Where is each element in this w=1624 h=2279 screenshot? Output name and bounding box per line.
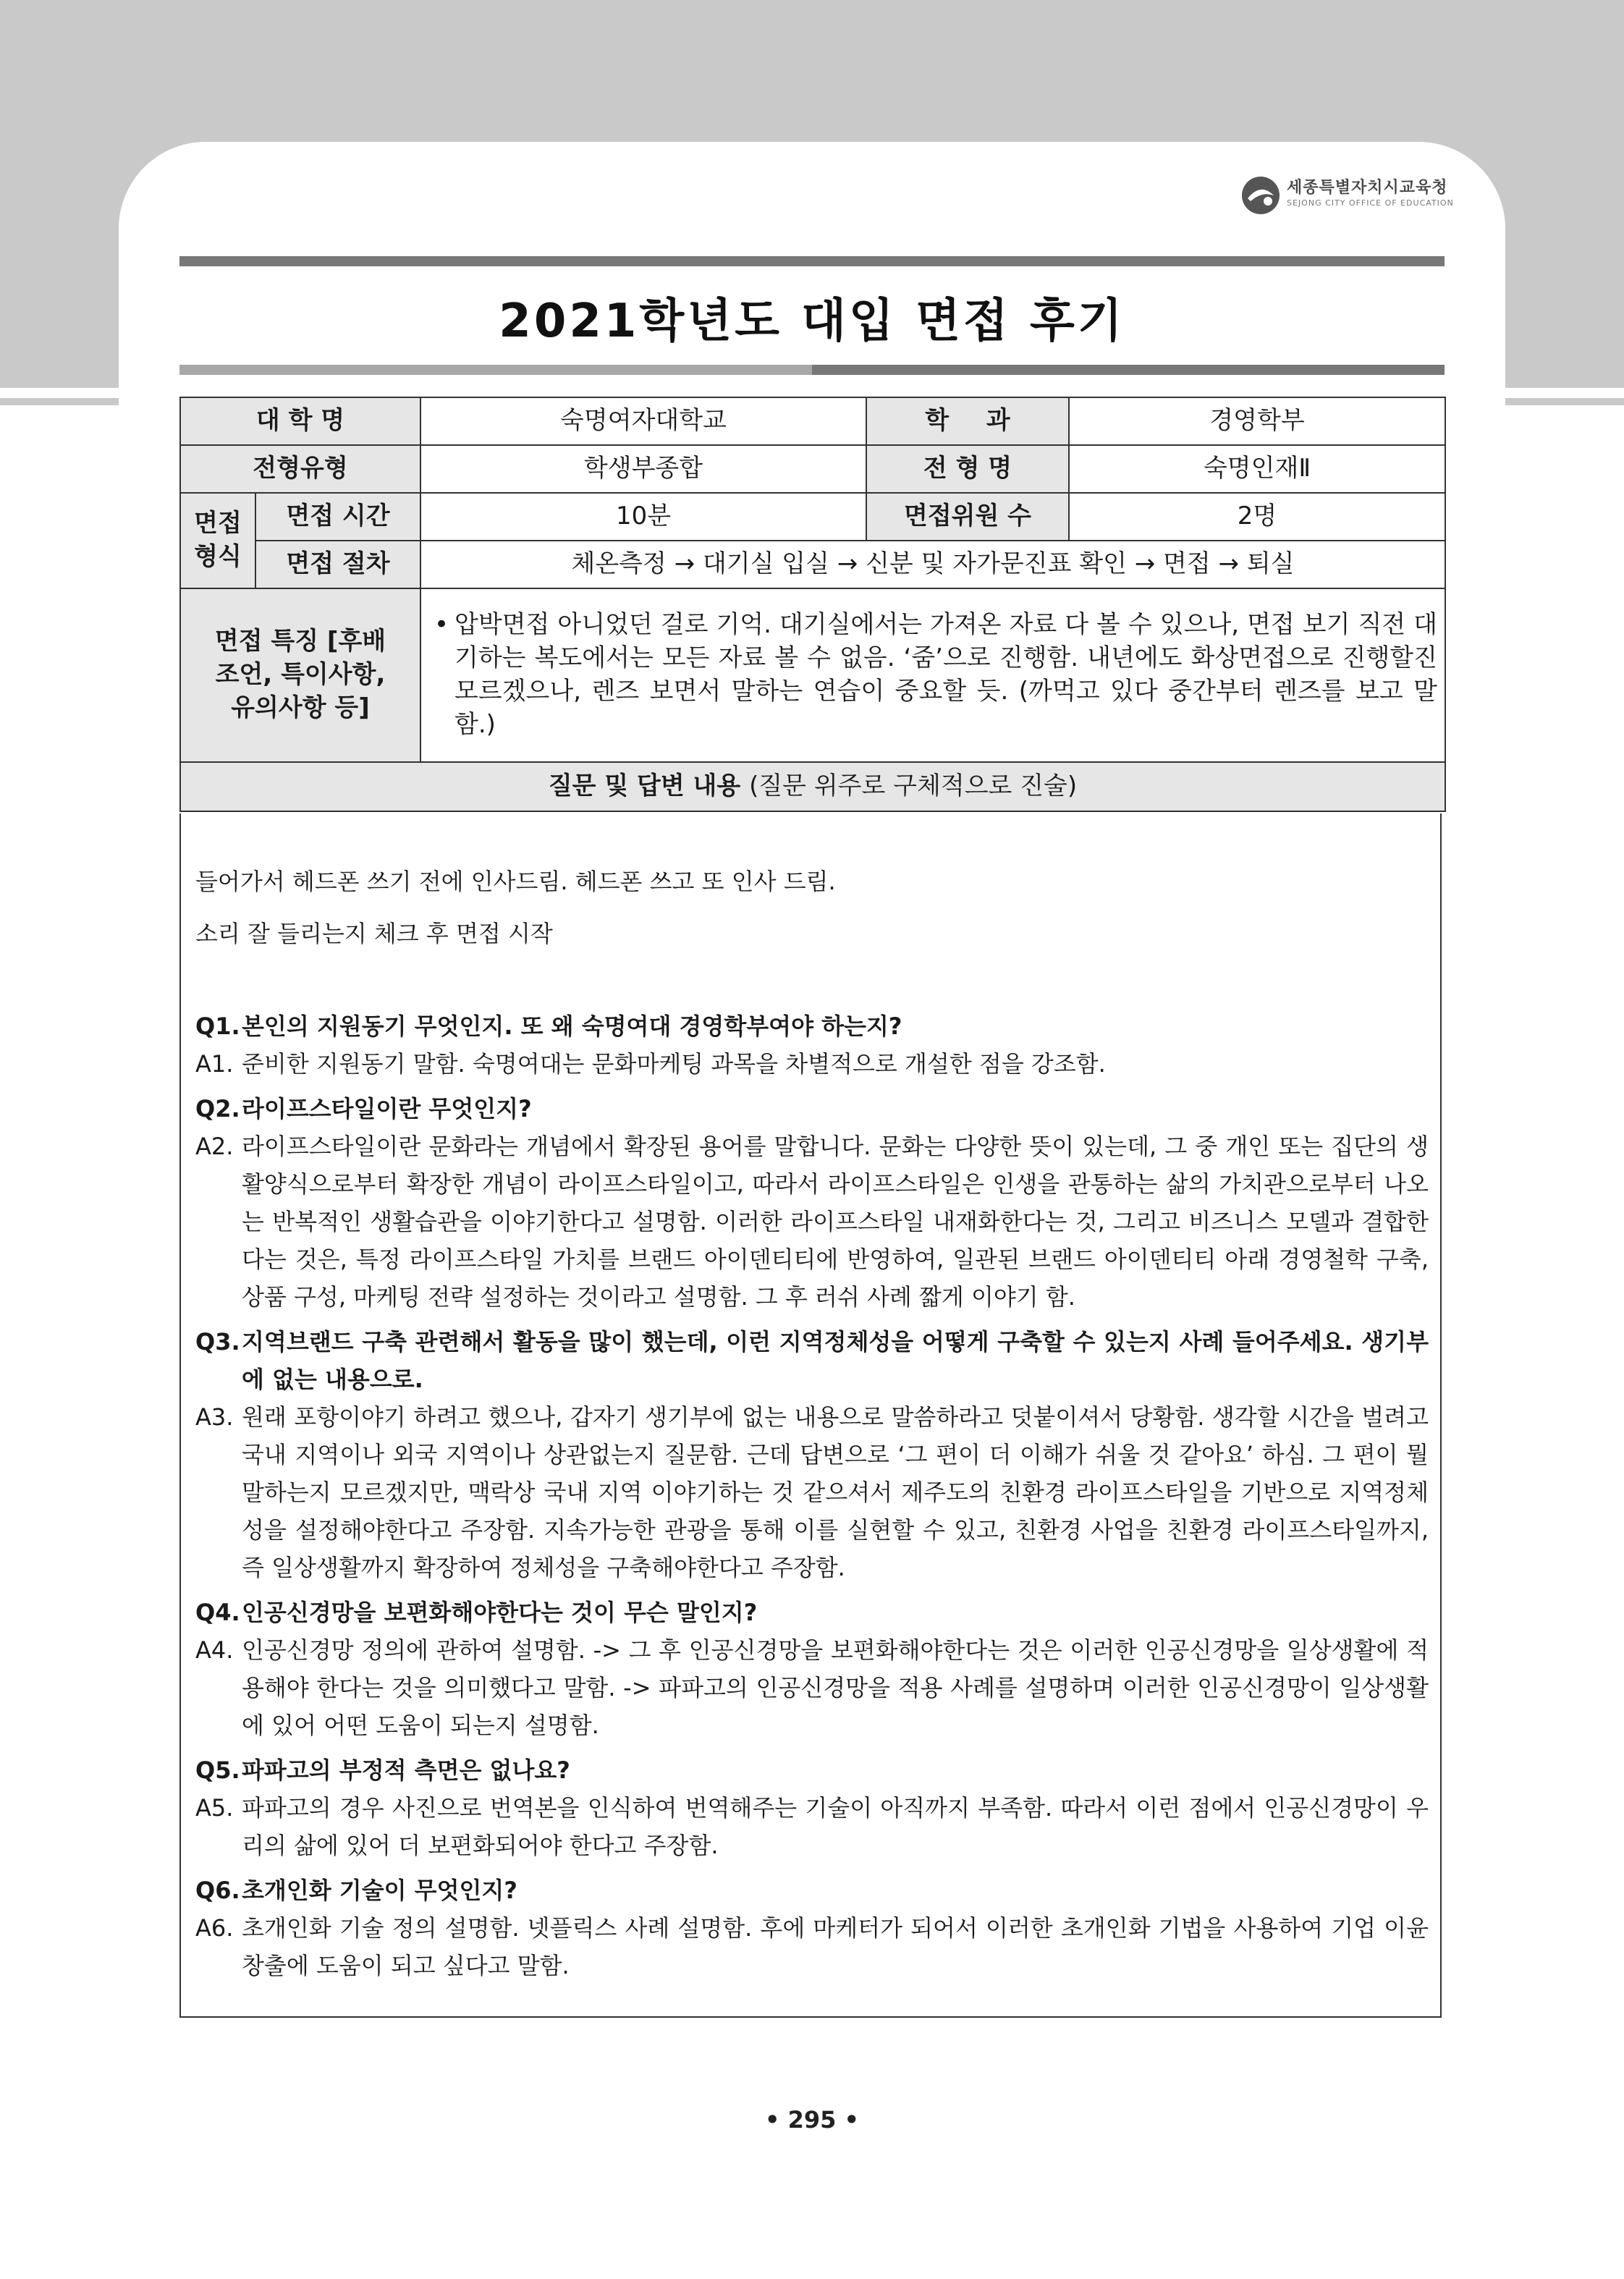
logo-subtext: SEJONG CITY OFFICE OF EDUCATION <box>1287 198 1454 208</box>
features-label: 면접 특징 [후배조언, 특이사항, 유의사항 등] <box>180 588 420 762</box>
admission-name-label: 전 형 명 <box>866 445 1069 493</box>
row-interview-time <box>180 493 1445 541</box>
university-value: 숙명여자대학교 <box>420 397 866 445</box>
interview-format-label: 면접 형식 <box>180 493 255 588</box>
interview-time-label: 면접 시간 <box>255 493 420 541</box>
intro-block <box>195 863 1429 952</box>
features-list-item <box>428 609 1437 742</box>
university-label: 대 학 명 <box>180 397 420 445</box>
qa-header-title: 질문 및 답변 내용 <box>548 771 741 801</box>
answer-tag: A1. <box>195 1050 234 1078</box>
row-qa-header <box>180 762 1445 811</box>
page-number: • 295 • <box>765 2106 859 2134</box>
admission-name-value: 숙명인재Ⅱ <box>1069 445 1445 493</box>
question-tag: Q1. <box>195 1012 240 1040</box>
answer-text: 원래 포항이야기 하려고 했으나, 갑자기 생기부에 없는 내용으로 말씀하라고 덧붙이셔서 당황함. 생각할 시간을 벌려고 국내 지역이나 외국 지역이나 상관없는지 질문함. 근데 답변으로 ‘그 편이 더 이해가 쉬울 것 같아요’ 하심. 그 편이 뭘 말하는지 모르겠지만, 맥락상 국내 지역 이야기하는 것 같으셔서 제주도의 친환경 라이프스타일을 기반으로 지역정체성을 설정해야한다고 주장함. 지속가능한 관광을 통해 이를 실현할 수 있고, 친환경 사업을 친환경 라이프스타일까지, 즉 일상생활까지 확장하여 정체성을 구축해야한다고 주장함. <box>242 1403 1429 1581</box>
question <box>195 1007 1429 1045</box>
department-label: 학 과 <box>866 397 1069 445</box>
qa-content-box <box>179 813 1442 2018</box>
bullet-icon: • <box>434 610 449 640</box>
question-text: 지역브랜드 구축 관련해서 활동을 많이 했는데, 이런 지역정체성을 어떻게 구축할 수 있는지 사례 들어주세요. 생기부에 없는 내용으로. <box>242 1328 1429 1393</box>
question-tag: Q2. <box>195 1095 240 1122</box>
emblem-icon <box>1240 175 1281 216</box>
row-university <box>180 397 1445 445</box>
qa-content <box>195 863 1429 1992</box>
interview-info-table <box>179 397 1446 812</box>
title-rule-top <box>179 256 1445 266</box>
qa-item-4 <box>195 1594 1429 1744</box>
question <box>195 1090 1429 1128</box>
intro-line: 들어가서 헤드폰 쓰기 전에 인사드림. 헤드폰 쓰고 또 인사 드림. <box>195 868 836 895</box>
answer-tag: A2. <box>195 1133 234 1160</box>
qa-item-3 <box>195 1323 1429 1586</box>
procedure-label: 면접 절차 <box>255 541 420 588</box>
admission-type-value: 학생부종합 <box>420 445 866 493</box>
question-tag: Q3. <box>195 1328 240 1356</box>
page-title: 2021학년도 대입 면접 후기 <box>499 295 1125 348</box>
admission-type-label: 전형유형 <box>180 445 420 493</box>
title-rule-bottom-accent <box>179 365 812 375</box>
answer-tag: A5. <box>195 1794 234 1822</box>
answer <box>195 1045 1429 1083</box>
answer <box>195 1398 1429 1586</box>
features-text: 압박면접 아니었던 걸로 기억. 대기실에서는 가져온 자료 다 볼 수 있으나, 면접 보기 직전 대기하는 복도에서는 모든 자료 볼 수 없음. ‘줌’으로 진행함. 내년에도 화상면접으로 진행할진 모르겠으나, 렌즈 보면서 말하는 연습이 중요할 듯. (까먹고 있다 중간부터 렌즈를 보고 말함.) <box>454 610 1437 739</box>
answer <box>195 1789 1429 1864</box>
question <box>195 1594 1429 1631</box>
question-text: 라이프스타일이란 무엇인지? <box>242 1095 532 1122</box>
qa-item-1 <box>195 1007 1429 1083</box>
answer-tag: A6. <box>195 1914 234 1942</box>
answer-text: 인공신경망 정의에 관하여 설명함. -> 그 후 인공신경망을 보편화해야한다는 것은 이러한 인공신경망을 일상생활에 적용해야 한다는 것을 의미했다고 말함. -> 파파고의 인공신경망을 적용 사례를 설명하며 이러한 인공신경망이 일상생활에 있어 어떤 도움이 되는지 설명함. <box>242 1636 1429 1739</box>
answer-text: 초개인화 기술 정의 설명함. 넷플릭스 사례 설명함. 후에 마케터가 되어서 이러한 초개인화 기법을 사용하여 기업 이윤 창출에 도움이 되고 싶다고 말함. <box>242 1914 1429 1979</box>
qa-item-6 <box>195 1872 1429 1984</box>
qa-section-header <box>180 762 1445 811</box>
header-band-notch-right <box>1505 388 1624 398</box>
row-features <box>180 588 1445 762</box>
answer-tag: A3. <box>195 1403 234 1431</box>
department-value: 경영학부 <box>1069 397 1445 445</box>
answer <box>195 1128 1429 1316</box>
qa-item-5 <box>195 1751 1429 1864</box>
question-tag: Q4. <box>195 1599 240 1626</box>
answer <box>195 1631 1429 1744</box>
question-text: 파파고의 부정적 측면은 없나요? <box>242 1756 570 1784</box>
question <box>195 1872 1429 1909</box>
answer-text: 파파고의 경우 사진으로 번역본을 인식하여 번역해주는 기술이 아직까지 부족함. 따라서 이런 점에서 인공신경망이 우리의 삶에 있어 더 보편화되어야 한다고 주장함. <box>242 1794 1429 1859</box>
features-value <box>420 588 1445 762</box>
answer <box>195 1909 1429 1984</box>
row-procedure <box>180 541 1445 588</box>
question-tag: Q5. <box>195 1756 240 1784</box>
question-text: 초개인화 기술이 무엇인지? <box>242 1877 517 1904</box>
answer-text: 라이프스타일이란 문화라는 개념에서 확장된 용어를 말합니다. 문화는 다양한 뜻이 있는데, 그 중 개인 또는 집단의 생활양식으로부터 확장한 개념이 라이프스타일이고, 따라서 라이프스타일은 인생을 관통하는 삶의 가치관으로부터 나오는 반복적인 생활습관을 이야기한다고 설명함. 이러한 라이프스타일 내재화한다는 것, 그리고 비즈니스 모델과 결합한다는 것은, 특정 라이프스타일 가치를 브랜드 아이덴티티에 반영하여, 일관된 브랜드 아이덴티티 아래 경영철학 구축, 상품 구성, 마케팅 전략 설정하는 것이라고 설명함. 그 후 러쉬 사례 짧게 이야기 함. <box>242 1133 1429 1311</box>
row-admission <box>180 445 1445 493</box>
question <box>195 1323 1429 1398</box>
procedure-value: 체온측정 → 대기실 입실 → 신분 및 자가문진표 확인 → 면접 → 퇴실 <box>420 541 1445 588</box>
logo-text: 세종특별자치시교육청 <box>1287 179 1448 197</box>
question-tag: Q6. <box>195 1877 240 1904</box>
office-of-education-logo <box>1240 172 1472 219</box>
qa-header-note: (질문 위주로 구체적으로 진술) <box>749 771 1078 801</box>
header-band-notch-left <box>0 388 119 398</box>
interviewers-label: 면접위원 수 <box>866 493 1069 541</box>
interview-time-value: 10분 <box>420 493 866 541</box>
intro-line: 소리 잘 들리는지 체크 후 면접 시작 <box>195 920 553 947</box>
question-text: 본인의 지원동기 무엇인지. 또 왜 숙명여대 경영학부여야 하는지? <box>242 1012 902 1040</box>
answer-tag: A4. <box>195 1636 234 1664</box>
question-text: 인공신경망을 보편화해야한다는 것이 무슨 말인지? <box>242 1599 758 1626</box>
qa-item-2 <box>195 1090 1429 1316</box>
interviewers-value: 2명 <box>1069 493 1445 541</box>
question <box>195 1751 1429 1789</box>
answer-text: 준비한 지원동기 말함. 숙명여대는 문화마케팅 과목을 차별적으로 개설한 점을 강조함. <box>242 1050 1106 1078</box>
